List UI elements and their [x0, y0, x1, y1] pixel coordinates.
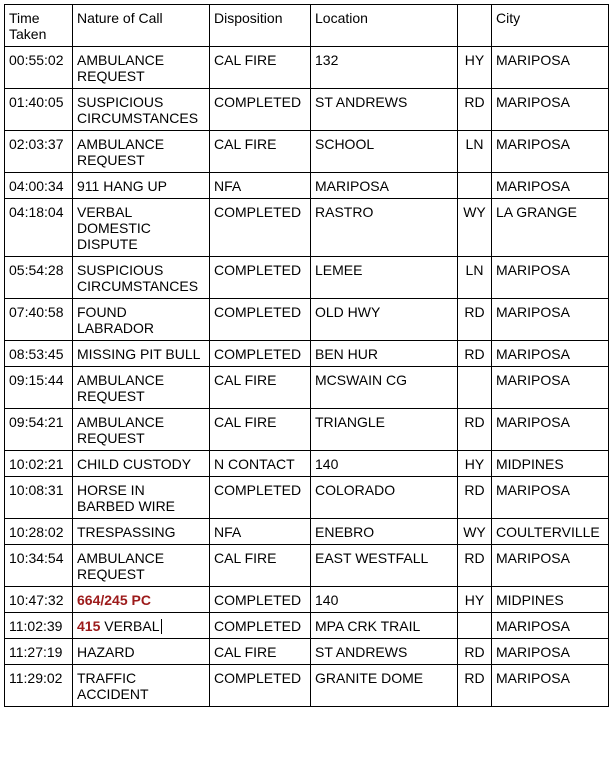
cell-nature	[73, 409, 210, 451]
nature-text: MISSING PIT BULL	[77, 346, 201, 362]
cell-city: MARIPOSA	[492, 299, 609, 341]
cell-suffix: RD	[458, 89, 492, 131]
cell-location: ST ANDREWS	[311, 89, 458, 131]
nature-text: SUSPICIOUS CIRCUMSTANCES	[77, 262, 199, 294]
table-row	[5, 199, 609, 257]
cell-disposition: CAL FIRE	[210, 367, 311, 409]
table-row	[5, 613, 609, 639]
nature-text: TRAFFIC ACCIDENT	[77, 670, 149, 702]
nature-text: AMBULANCE REQUEST	[77, 414, 169, 446]
cell-nature	[73, 173, 210, 199]
cell-suffix: RD	[458, 341, 492, 367]
cell-suffix	[458, 173, 492, 199]
header-disposition: Disposition	[210, 5, 311, 47]
cell-location: BEN HUR	[311, 341, 458, 367]
nature-text: CHILD CUSTODY	[77, 456, 192, 472]
nature-text: AMBULANCE REQUEST	[77, 372, 169, 404]
cell-nature	[73, 47, 210, 89]
cell-location: MPA CRK TRAIL	[311, 613, 458, 639]
cell-disposition: CAL FIRE	[210, 409, 311, 451]
cell-nature	[73, 89, 210, 131]
cell-time: 09:54:21	[5, 409, 73, 451]
cell-nature	[73, 587, 210, 613]
cell-time: 11:29:02	[5, 665, 73, 707]
cell-suffix	[458, 613, 492, 639]
cell-time: 10:47:32	[5, 587, 73, 613]
cell-location: MCSWAIN CG	[311, 367, 458, 409]
header-nature: Nature of Call	[73, 5, 210, 47]
cell-suffix: HY	[458, 451, 492, 477]
cell-time: 11:02:39	[5, 613, 73, 639]
cell-time: 04:00:34	[5, 173, 73, 199]
cell-city: MARIPOSA	[492, 409, 609, 451]
cell-location: EAST WESTFALL	[311, 545, 458, 587]
table-row	[5, 367, 609, 409]
cell-location: GRANITE DOME	[311, 665, 458, 707]
cell-suffix: RD	[458, 545, 492, 587]
cell-nature	[73, 367, 210, 409]
cell-location: MARIPOSA	[311, 173, 458, 199]
cell-city: LA GRANGE	[492, 199, 609, 257]
cell-suffix: RD	[458, 477, 492, 519]
cell-nature	[73, 477, 210, 519]
table-row	[5, 477, 609, 519]
table-row	[5, 257, 609, 299]
cell-city: MIDPINES	[492, 451, 609, 477]
cell-nature	[73, 131, 210, 173]
cell-location: 140	[311, 451, 458, 477]
cell-disposition: COMPLETED	[210, 341, 311, 367]
cell-nature	[73, 519, 210, 545]
table-row	[5, 545, 609, 587]
nature-text: VERBAL DOMESTIC DISPUTE	[77, 204, 155, 252]
header-city: City	[492, 5, 609, 47]
cell-nature	[73, 545, 210, 587]
cell-city: MARIPOSA	[492, 173, 609, 199]
cell-nature	[73, 665, 210, 707]
nature-text: AMBULANCE REQUEST	[77, 136, 169, 168]
table-row	[5, 131, 609, 173]
cell-disposition: COMPLETED	[210, 89, 311, 131]
nature-text: AMBULANCE REQUEST	[77, 550, 169, 582]
cell-nature	[73, 341, 210, 367]
cell-disposition: NFA	[210, 519, 311, 545]
cell-time: 09:15:44	[5, 367, 73, 409]
cell-suffix	[458, 367, 492, 409]
cell-time: 10:08:31	[5, 477, 73, 519]
penal-code: 415	[77, 618, 101, 634]
nature-text: 911 HANG UP	[77, 178, 167, 194]
nature-text: TRESPASSING	[77, 524, 176, 540]
cell-suffix: WY	[458, 199, 492, 257]
nature-text: HAZARD	[77, 644, 135, 660]
cell-city: MARIPOSA	[492, 89, 609, 131]
header-location: Location	[311, 5, 458, 47]
cell-city: MARIPOSA	[492, 665, 609, 707]
cell-suffix: RD	[458, 639, 492, 665]
cell-disposition: CAL FIRE	[210, 131, 311, 173]
cell-suffix: HY	[458, 587, 492, 613]
header-suffix	[458, 5, 492, 47]
cell-location: OLD HWY	[311, 299, 458, 341]
nature-text: FOUND LABRADOR	[77, 304, 155, 336]
cell-nature	[73, 639, 210, 665]
cell-time: 11:27:19	[5, 639, 73, 665]
cell-disposition: CAL FIRE	[210, 639, 311, 665]
table-row	[5, 639, 609, 665]
call-log-body	[5, 47, 609, 707]
cell-time: 07:40:58	[5, 299, 73, 341]
cell-suffix: LN	[458, 131, 492, 173]
header-row	[5, 5, 609, 47]
cell-time: 05:54:28	[5, 257, 73, 299]
table-row	[5, 299, 609, 341]
cell-location: ST ANDREWS	[311, 639, 458, 665]
nature-text: SUSPICIOUS CIRCUMSTANCES	[77, 94, 199, 126]
table-row	[5, 173, 609, 199]
cell-location: COLORADO	[311, 477, 458, 519]
table-row	[5, 47, 609, 89]
cell-location: ENEBRO	[311, 519, 458, 545]
cell-time: 10:28:02	[5, 519, 73, 545]
cell-city: MARIPOSA	[492, 367, 609, 409]
cell-location: TRIANGLE	[311, 409, 458, 451]
cell-suffix: WY	[458, 519, 492, 545]
cell-location: SCHOOL	[311, 131, 458, 173]
table-row	[5, 341, 609, 367]
cell-time: 00:55:02	[5, 47, 73, 89]
cell-location: LEMEE	[311, 257, 458, 299]
table-row	[5, 519, 609, 545]
cell-nature	[73, 613, 210, 639]
header-time: Time Taken	[5, 5, 73, 47]
cell-city: MARIPOSA	[492, 639, 609, 665]
cell-disposition: CAL FIRE	[210, 47, 311, 89]
cell-disposition: COMPLETED	[210, 665, 311, 707]
table-row	[5, 587, 609, 613]
cell-city: MARIPOSA	[492, 341, 609, 367]
cell-nature	[73, 451, 210, 477]
cell-disposition: COMPLETED	[210, 477, 311, 519]
cell-city: MARIPOSA	[492, 257, 609, 299]
cell-time: 01:40:05	[5, 89, 73, 131]
cell-time: 10:02:21	[5, 451, 73, 477]
cell-disposition: COMPLETED	[210, 299, 311, 341]
cell-suffix: HY	[458, 47, 492, 89]
cell-city: MARIPOSA	[492, 545, 609, 587]
cell-city: MARIPOSA	[492, 613, 609, 639]
cell-city: COULTERVILLE	[492, 519, 609, 545]
cell-disposition: NFA	[210, 173, 311, 199]
cell-city: MARIPOSA	[492, 131, 609, 173]
cell-suffix: RD	[458, 299, 492, 341]
cell-disposition: COMPLETED	[210, 613, 311, 639]
nature-text: AMBULANCE REQUEST	[77, 52, 169, 84]
cell-location: RASTRO	[311, 199, 458, 257]
call-log-table	[4, 4, 609, 707]
cell-suffix: LN	[458, 257, 492, 299]
cell-location: 140	[311, 587, 458, 613]
cell-city: MARIPOSA	[492, 47, 609, 89]
text-cursor	[161, 619, 162, 634]
cell-disposition: CAL FIRE	[210, 545, 311, 587]
cell-location: 132	[311, 47, 458, 89]
cell-suffix: RD	[458, 665, 492, 707]
cell-nature	[73, 299, 210, 341]
cell-suffix: RD	[458, 409, 492, 451]
table-row	[5, 409, 609, 451]
cell-time: 10:34:54	[5, 545, 73, 587]
nature-text: HORSE IN BARBED WIRE	[77, 482, 176, 514]
cell-nature	[73, 199, 210, 257]
table-row	[5, 451, 609, 477]
cell-time: 02:03:37	[5, 131, 73, 173]
cell-city: MIDPINES	[492, 587, 609, 613]
table-row	[5, 89, 609, 131]
cell-disposition: COMPLETED	[210, 199, 311, 257]
cell-time: 08:53:45	[5, 341, 73, 367]
cell-disposition: N CONTACT	[210, 451, 311, 477]
cell-city: MARIPOSA	[492, 477, 609, 519]
cell-disposition: COMPLETED	[210, 257, 311, 299]
nature-text: VERBAL	[100, 618, 160, 634]
cell-time: 04:18:04	[5, 199, 73, 257]
penal-code: 664/245 PC	[77, 592, 151, 608]
table-row	[5, 665, 609, 707]
cell-nature	[73, 257, 210, 299]
cell-disposition: COMPLETED	[210, 587, 311, 613]
